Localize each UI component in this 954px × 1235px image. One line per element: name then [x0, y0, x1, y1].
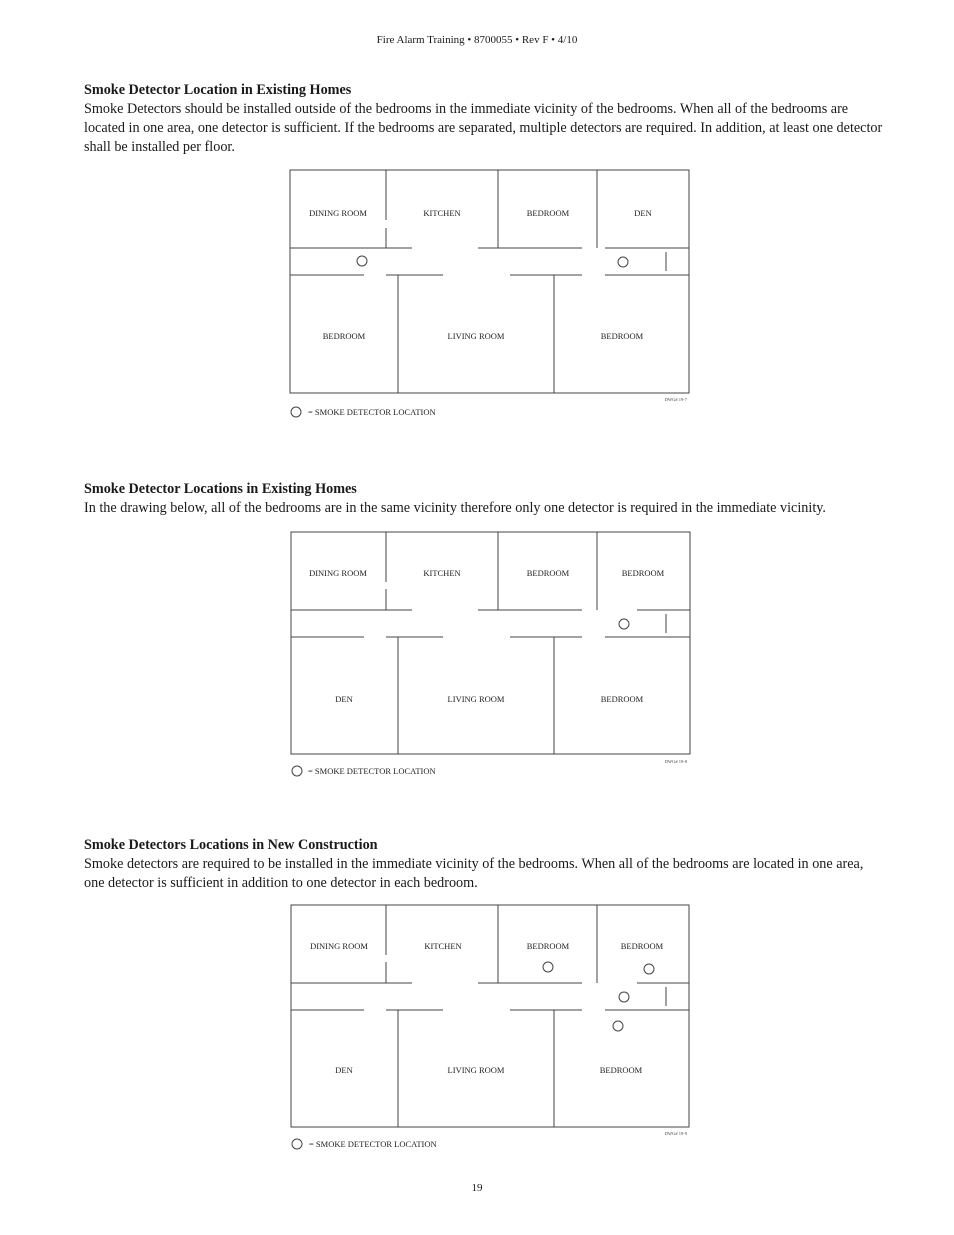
- room-label: KITCHEN: [423, 568, 461, 578]
- room-label: DINING ROOM: [310, 941, 368, 951]
- floor-plan-2: [0, 529, 954, 785]
- section-title: Smoke Detector Location in Existing Homes: [84, 82, 352, 98]
- room-label: BEDROOM: [322, 331, 366, 341]
- room-label: LIVING ROOM: [447, 331, 505, 341]
- room-label: KITCHEN: [424, 941, 462, 951]
- room-label: BEDROOM: [526, 941, 570, 951]
- room-label: BEDROOM: [600, 694, 644, 704]
- legend-detector-symbol: [291, 407, 301, 417]
- room-label: KITCHEN: [423, 208, 461, 218]
- drawing-number: DWG# 19-8: [664, 759, 687, 764]
- page-number: 19: [471, 1182, 483, 1194]
- floor-plan-1: [0, 168, 954, 424]
- page-header: Fire Alarm Training • 8700055 • Rev F • 4/10: [376, 34, 578, 46]
- smoke-detector-marker: [644, 964, 654, 974]
- section-body: In the drawing below, all of the bedrooms are in the same vicinity therefore only one detector is required in the immediate vicinity.: [84, 500, 826, 516]
- drawing-number: DWG# 19-7: [664, 397, 687, 402]
- room-label: DEN: [335, 1065, 353, 1075]
- smoke-detector-marker: [618, 257, 628, 267]
- section-body: Smoke detectors are required to be installed in the immediate vicinity of the bedrooms. When all of the bedrooms are located in one area, one detector is sufficient in addition to one detector in each bedroom.: [84, 856, 864, 891]
- section-title: Smoke Detector Locations in Existing Homes: [84, 481, 357, 497]
- drawing-number: DWG# 19-9: [664, 1131, 687, 1136]
- room-label: BEDROOM: [526, 208, 570, 218]
- legend-label: = SMOKE DETECTOR LOCATION: [308, 766, 436, 776]
- room-label: DINING ROOM: [309, 568, 367, 578]
- smoke-detector-marker: [613, 1021, 623, 1031]
- room-label: DEN: [335, 694, 353, 704]
- section-existing-homes-2: [84, 480, 884, 518]
- section-new-construction: [84, 836, 884, 893]
- smoke-detector-marker: [357, 256, 367, 266]
- smoke-detector-marker: [543, 962, 553, 972]
- room-label: BEDROOM: [599, 1065, 643, 1075]
- smoke-detector-marker: [619, 619, 629, 629]
- section-body: Smoke Detectors should be installed outside of the bedrooms in the immediate vicinity of the bedrooms. When all of the bedrooms are located in one area, one detector is sufficient. If the bedrooms are separated, multiple detectors are required. In addition, at least one detector shall be installed per floor.: [84, 101, 883, 155]
- room-label: LIVING ROOM: [447, 694, 505, 704]
- room-label: BEDROOM: [621, 568, 665, 578]
- legend-label: = SMOKE DETECTOR LOCATION: [308, 407, 436, 417]
- legend-detector-symbol: [292, 766, 302, 776]
- room-label: DINING ROOM: [309, 208, 367, 218]
- smoke-detector-marker: [619, 992, 629, 1002]
- room-label: BEDROOM: [620, 941, 664, 951]
- section-existing-homes-1: [84, 81, 884, 157]
- room-label: LIVING ROOM: [447, 1065, 505, 1075]
- room-label: BEDROOM: [600, 331, 644, 341]
- legend-detector-symbol: [292, 1139, 302, 1149]
- section-title: Smoke Detectors Locations in New Construction: [84, 837, 378, 853]
- room-label: DEN: [634, 208, 652, 218]
- floor-plan-3: [0, 902, 954, 1158]
- legend-label: = SMOKE DETECTOR LOCATION: [309, 1139, 437, 1149]
- room-label: BEDROOM: [526, 568, 570, 578]
